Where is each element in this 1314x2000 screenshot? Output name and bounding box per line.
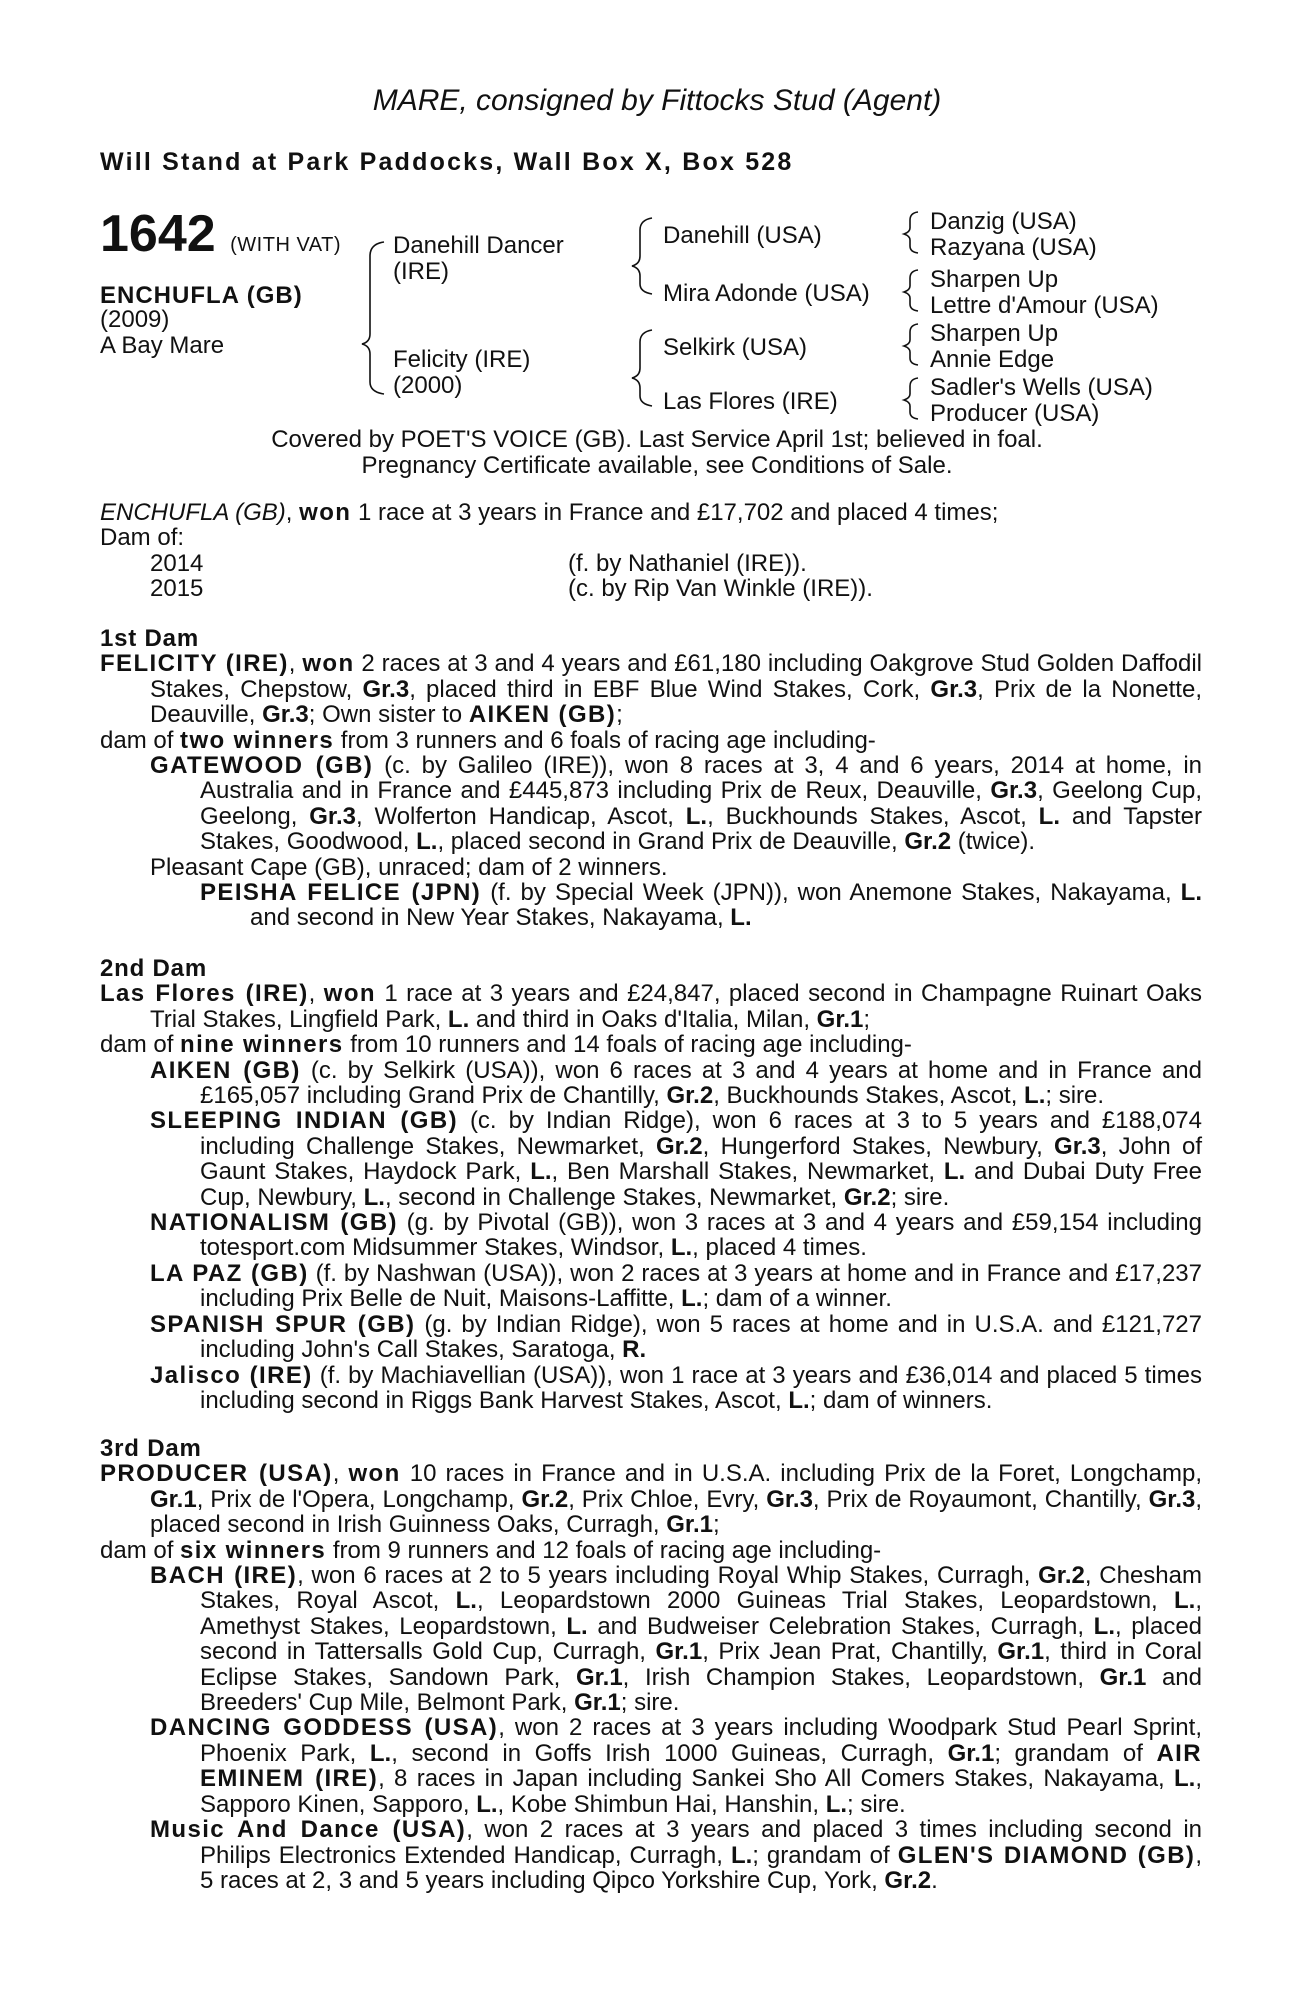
record-text: from 9 runners and 12 foals of racing age including- <box>326 1536 882 1564</box>
progeny-entry <box>100 1058 1202 1109</box>
grade-label: L. <box>788 1386 810 1414</box>
pedigree-g5: Sharpen Up <box>930 320 1059 347</box>
grade-label: L. <box>455 1587 477 1615</box>
grade-label: Gr.1 <box>666 1511 713 1539</box>
record-text: (g. by Pivotal (GB)), won 3 races at 3 and 4 years and £59,154 including totesport.com Midsummer Stakes, Windsor, <box>200 1209 1202 1262</box>
record-text: ; sire. <box>847 1790 906 1818</box>
third-dam-heading: 3rd Dam <box>100 1435 202 1462</box>
pedigree-sire-line2: (IRE) <box>393 258 449 285</box>
second-dam-progeny-summary <box>100 1032 1202 1057</box>
pedigree-brackets <box>0 0 1314 460</box>
progeny-name: DANCING GODDESS (USA) <box>150 1714 499 1742</box>
record-text: (c. by Indian Ridge), won 6 races at 3 to 5 years and £188,074 including Challenge Stakes, Newmarket, <box>200 1107 1202 1160</box>
record-text: , Leopardstown 2000 Guineas Trial Stakes, Leopardstown, <box>476 1587 1174 1615</box>
second-dam-heading: 2nd Dam <box>100 955 207 982</box>
produce-detail: (f. by Nathaniel (IRE)). <box>568 549 807 577</box>
progeny-entry <box>100 753 1202 855</box>
pedigree-g1: Danzig (USA) <box>930 208 1077 235</box>
grade-label: Gr.3 <box>1148 1485 1196 1513</box>
record-text: (twice). <box>951 828 1036 856</box>
grade-label: Gr.1 <box>816 1005 864 1033</box>
grandprogeny-entry <box>100 880 1202 931</box>
grade-label: Gr.3 <box>1054 1132 1101 1160</box>
record-text: (f. by Machiavellian (USA)), won 1 race at 3 years and £36,014 and placed 5 times including second in Riggs Bank Harvest Stakes, Ascot, <box>200 1361 1203 1414</box>
progeny-name: Jalisco (IRE) <box>150 1361 313 1389</box>
record-text: ; <box>712 1511 720 1539</box>
record-text: , won 2 races at 3 years including Woodpark Stud Pearl Sprint, Phoenix Park, <box>200 1714 1202 1767</box>
grade-label: L. <box>1038 802 1060 830</box>
record-text: , placed second in Irish Guinness Oaks, Curragh, <box>150 1485 1203 1539</box>
winners-count: six winners <box>180 1536 327 1564</box>
dam-of-label: Dam of: <box>100 524 185 552</box>
pedigree-g2: Razyana (USA) <box>930 234 1097 261</box>
horse-year: (2009) <box>100 306 170 333</box>
grade-label: L. <box>685 802 708 830</box>
grade-label: Gr.2 <box>1038 1562 1085 1590</box>
record-text: from 3 runners and 6 foals of racing age including- <box>334 726 876 754</box>
winners-count: two winners <box>180 726 335 754</box>
record-text: and Dubai Duty Free Cup, Newbury, <box>200 1158 1203 1211</box>
record-text: , Prix de Royaumont, Chantilly, <box>812 1485 1149 1513</box>
second-dam-section <box>100 956 1202 1413</box>
progeny-name: Music And Dance (USA) <box>150 1816 467 1844</box>
record-text: , placed 4 times. <box>692 1234 867 1262</box>
grandprogeny-name: GLEN'S DIAMOND (GB) <box>897 1841 1196 1869</box>
second-dam-record: Las Flores (IRE), won 1 race at 3 years and £24,847, placed second in Champagne Ruinart Oaks Trial Stakes, Lingfield Park, L. and third in Oaks d'Italia, Milan, Gr.1; <box>100 980 1203 1033</box>
progeny-name: LA PAZ (GB) <box>150 1259 309 1287</box>
record-text: , Prix Jean Prat, Chantilly, <box>702 1638 998 1666</box>
record-text: (c. by Selkirk (USA)), won 6 races at 3 and 4 years at home and in France and £165,057 including Grand Prix de Chantilly, <box>200 1056 1202 1110</box>
sibling-name: AIKEN (GB) <box>468 701 617 729</box>
record-text: , Amethyst Stakes, Leopardstown, <box>200 1587 1202 1640</box>
vat-note: (WITH VAT) <box>230 234 342 256</box>
won-label: won <box>302 650 355 678</box>
record-text: , Prix de l'Opera, Longchamp, <box>196 1485 522 1513</box>
record-text: , John of Gaunt Stakes, Haydock Park, <box>200 1132 1202 1186</box>
record-text: , placed second in Grand Prix de Deauville, <box>437 828 905 856</box>
produce-year: 2014 <box>150 549 204 577</box>
progeny-entry <box>100 855 1202 880</box>
record-text: (c. by Galileo (IRE)), won 8 races at 3, 4 and 6 years, 2014 at home, in Australia and in France and £445,873 including Prix de Reux, Deauville, <box>200 752 1203 805</box>
catalogue-title: MARE, consigned by Fittocks Stud (Agent) <box>372 84 942 117</box>
record-text: ; Own sister to <box>308 701 469 729</box>
pedigree-g7: Sadler's Wells (USA) <box>930 374 1153 401</box>
record-text: and Budweiser Celebration Stakes, Curragh, <box>587 1612 1094 1640</box>
third-dam-progeny-summary <box>100 1538 1202 1563</box>
progeny-name: PEISHA FELICE (JPN) <box>200 879 482 907</box>
pedigree-g3: Sharpen Up <box>930 266 1059 293</box>
produce-row <box>100 551 1202 576</box>
pedigree-dam-line2: (2000) <box>393 372 463 399</box>
record-text: dam of <box>100 1031 181 1059</box>
grade-label: L. <box>1174 1587 1196 1615</box>
grade-label: L. <box>730 904 752 932</box>
grade-label: Gr.1 <box>655 1638 703 1666</box>
mare-record-text: 1 race at 3 years in France and £17,702 and placed 4 times; <box>351 499 999 526</box>
record-text: ; <box>616 701 623 729</box>
progeny-entry <box>100 1312 1202 1363</box>
record-text: , won 6 races at 2 to 5 years including Royal Whip Stakes, Curragh, <box>297 1562 1039 1590</box>
record-text: and Breeders' Cup Mile, Belmont Park, <box>200 1663 1203 1717</box>
grade-label: L. <box>1174 1765 1196 1793</box>
record-text: , 5 races at 2, 3 and 5 years including Qipco Yorkshire Cup, York, <box>200 1841 1202 1894</box>
record-text: 10 races in France and in U.S.A. including Prix de la Foret, Longchamp, <box>400 1460 1202 1488</box>
pedigree-g6: Annie Edge <box>930 346 1055 373</box>
progeny-entry <box>100 1108 1202 1210</box>
record-text: , Ben Marshall Stakes, Newmarket, <box>551 1158 944 1186</box>
grade-label: L. <box>1180 879 1202 907</box>
pedigree-g4: Lettre d'Amour (USA) <box>930 292 1159 319</box>
pedigree-sire-dam: Mira Adonde (USA) <box>663 280 870 307</box>
progeny-name: SPANISH SPUR (GB) <box>150 1310 416 1338</box>
progeny-name: AIKEN (GB) <box>150 1056 301 1084</box>
record-text: from 10 runners and 14 foals of racing age including- <box>343 1031 912 1059</box>
grade-label: Gr.1 <box>575 1663 623 1691</box>
record-text: , Sapporo Kinen, Sapporo, <box>200 1765 1202 1818</box>
record-text: 2 races at 3 and 4 years and £61,180 including Oakgrove Stud Golden Daffodil Stakes, Chepstow, <box>150 650 1202 703</box>
record-text: ; grandam of <box>752 1841 898 1869</box>
pedigree-g8: Producer (USA) <box>930 400 1100 427</box>
third-dam-name: PRODUCER (USA) <box>100 1460 333 1488</box>
progeny-entry <box>100 1363 1202 1414</box>
grade-label: Gr.3 <box>930 675 978 703</box>
produce-row <box>100 576 1202 601</box>
stand-location: Will Stand at Park Paddocks, Wall Box X, Box 528 <box>100 148 794 176</box>
record-text: ; <box>863 1005 871 1033</box>
horse-name: ENCHUFLA (GB) <box>100 282 303 309</box>
record-text: , second in Goffs Irish 1000 Guineas, Curragh, <box>391 1739 948 1767</box>
record-text: , third in Coral Eclipse Stakes, Sandown Park, <box>200 1638 1203 1691</box>
pedigree-dam-sire: Selkirk (USA) <box>663 334 808 361</box>
grade-label: Gr.1 <box>947 1739 995 1767</box>
mare-name: ENCHUFLA (GB) <box>100 499 286 526</box>
winners-count: nine winners <box>180 1031 344 1059</box>
mare-summary <box>100 500 1202 602</box>
pedigree-sire-sire: Danehill (USA) <box>663 222 822 249</box>
mare-race-record: ENCHUFLA (GB), won 1 race at 3 years in France and £17,702 and placed 4 times; <box>100 499 999 526</box>
record-text: , Hungerford Stakes, Newbury, <box>702 1132 1055 1160</box>
record-text: (g. by Indian Ridge), won 5 races at home and in U.S.A. and £121,727 including John's Call Stakes, Saratoga, <box>200 1310 1203 1364</box>
record-text: 1 race at 3 years and £24,847, placed second in Champagne Ruinart Oaks Trial Stakes, Lingfield Park, <box>150 980 1203 1033</box>
progeny-name: BACH (IRE) <box>150 1562 298 1590</box>
record-text: , Geelong Cup, Geelong, <box>200 777 1202 830</box>
grade-label: L. <box>730 1841 753 1869</box>
record-text: dam of <box>100 1536 181 1564</box>
record-text: and second in New Year Stakes, Nakayama, <box>250 904 731 932</box>
grade-label: L. <box>825 1790 848 1818</box>
pedigree-dam-line1: Felicity (IRE) <box>393 346 531 373</box>
pedigree-sire-line1: Danehill Dancer <box>393 232 564 259</box>
grade-label: L. <box>670 1234 693 1262</box>
grade-label: L. <box>416 828 438 856</box>
produce-year: 2015 <box>150 575 204 603</box>
grade-label: L. <box>1093 1612 1115 1640</box>
grade-label: Gr.1 <box>574 1689 621 1717</box>
record-text: , Irish Champion Stakes, Leopardstown, <box>622 1663 1100 1691</box>
grade-label: L. <box>530 1158 552 1186</box>
grade-label: L. <box>363 1183 385 1211</box>
grandprogeny-name: AIR EMINEM (IRE) <box>200 1739 1202 1793</box>
progeny-entry <box>100 1817 1202 1893</box>
grade-label: Gr.3 <box>309 802 356 830</box>
produce-detail: (c. by Rip Van Winkle (IRE)). <box>568 575 873 603</box>
progeny-entry <box>100 1563 1202 1715</box>
grade-label: R. <box>622 1336 647 1364</box>
first-dam-section <box>100 626 1202 931</box>
first-dam-name: FELICITY (IRE) <box>100 650 289 678</box>
grade-label: Gr.2 <box>843 1183 891 1211</box>
record-text: and third in Oaks d'Italia, Milan, <box>469 1005 817 1033</box>
grade-label: Gr.1 <box>150 1485 197 1513</box>
won-label: won <box>348 1460 401 1488</box>
record-text: , placed third in EBF Blue Wind Stakes, Cork, <box>409 675 931 703</box>
first-dam-record: FELICITY (IRE), won 2 races at 3 and 4 years and £61,180 including Oakgrove Stud Golden Daffodil Stakes, Chepstow, Gr.3, placed third in EBF Blue Wind Stakes, Cork, Gr.3, Prix de la Nonette, Deauville, Gr.3; Own sister to AIKEN (GB); <box>100 650 1202 729</box>
grade-label: L. <box>681 1285 703 1313</box>
horse-description: A Bay Mare <box>100 332 225 359</box>
grade-label: L. <box>447 1005 470 1033</box>
won-label: won <box>299 499 352 526</box>
grade-label: Gr.3 <box>990 777 1038 805</box>
record-text: ; sire. <box>1045 1082 1105 1110</box>
record-text: (f. by Special Week (JPN)), won Anemone Stakes, Nakayama, <box>481 879 1181 907</box>
record-text: and Tapster Stakes, Goodwood, <box>200 802 1202 856</box>
record-text: , Prix Chloe, Evry, <box>568 1485 767 1513</box>
won-label: won <box>323 980 376 1008</box>
grade-label: Gr.2 <box>655 1132 703 1160</box>
lot-number-value: 1642 <box>100 205 216 263</box>
grade-label: L. <box>1024 1082 1046 1110</box>
grade-label: L. <box>476 1790 498 1818</box>
record-text: , 8 races in Japan including Sankei Sho All Comers Stakes, Nakayama, <box>378 1765 1174 1793</box>
record-text: ; sire. <box>620 1689 680 1717</box>
progeny-entry <box>100 1261 1202 1312</box>
grade-label: L. <box>566 1612 588 1640</box>
record-text: ; grandam of <box>994 1739 1157 1767</box>
grade-label: Gr.2 <box>904 828 952 856</box>
record-text: . <box>931 1866 938 1894</box>
grade-label: Gr.3 <box>262 701 309 729</box>
progeny-entry <box>100 1210 1202 1261</box>
record-text: ; dam of a winner. <box>702 1285 892 1313</box>
record-text: ; sire. <box>890 1183 950 1211</box>
grade-label: Gr.3 <box>766 1485 813 1513</box>
grade-label: Gr.1 <box>997 1638 1045 1666</box>
grade-label: Gr.2 <box>666 1082 714 1110</box>
record-text: , placed second in Tattersalls Gold Cup, Curragh, <box>200 1612 1203 1666</box>
grade-label: Gr.2 <box>521 1485 569 1513</box>
second-dam-name: Las Flores (IRE) <box>100 980 309 1008</box>
grade-label: L. <box>943 1158 966 1186</box>
pregnancy-line: Pregnancy Certificate available, see Conditions of Sale. <box>361 452 953 479</box>
record-text: , won 2 races at 3 years and placed 3 times including second in Philips Electronics Extended Handicap, Curragh, <box>200 1816 1202 1869</box>
first-dam-progeny-summary <box>100 728 1202 753</box>
record-text: dam of <box>100 726 181 754</box>
record-text: (f. by Nashwan (USA)), won 2 races at 3 years at home and in France and £17,237 including Prix Belle de Nuit, Maisons-Laffitte, <box>200 1259 1202 1313</box>
record-text: , Chesham Stakes, Royal Ascot, <box>200 1562 1202 1615</box>
grade-label: Gr.2 <box>884 1866 932 1894</box>
third-dam-section <box>100 1436 1202 1893</box>
third-dam-record: PRODUCER (USA), won 10 races in France and in U.S.A. including Prix de la Foret, Longchamp, Gr.1, Prix de l'Opera, Longchamp, Gr.2, Prix Chloe, Evry, Gr.3, Prix de Royaumont, Chantilly, Gr.3, placed second in Irish Guinness Oaks, Curragh, Gr.1; <box>100 1460 1203 1539</box>
progeny-name: GATEWOOD (GB) <box>150 752 374 780</box>
pedigree-dam-dam: Las Flores (IRE) <box>663 388 838 415</box>
progeny-text: Pleasant Cape (GB), unraced; dam of 2 winners. <box>150 853 668 881</box>
grade-label: Gr.3 <box>362 675 410 703</box>
record-text: , Kobe Shimbun Hai, Hanshin, <box>497 1790 826 1818</box>
first-dam-heading: 1st Dam <box>100 625 199 652</box>
covered-line: Covered by POET'S VOICE (GB). Last Service April 1st; believed in foal. <box>271 426 1043 453</box>
record-text: , Buckhounds Stakes, Ascot, <box>707 802 1039 830</box>
record-text: , Wolferton Handicap, Ascot, <box>355 802 686 830</box>
progeny-name: SLEEPING INDIAN (GB) <box>150 1107 458 1135</box>
record-text: ; dam of winners. <box>809 1386 993 1414</box>
grade-label: Gr.1 <box>1099 1663 1147 1691</box>
record-text: , second in Challenge Stakes, Newmarket, <box>384 1183 844 1211</box>
record-text: , Buckhounds Stakes, Ascot, <box>713 1082 1025 1110</box>
record-text: , Prix de la Nonette, Deauville, <box>150 675 1202 729</box>
progeny-entry <box>100 1715 1202 1817</box>
progeny-name: NATIONALISM (GB) <box>150 1209 398 1237</box>
grade-label: L. <box>369 1739 392 1767</box>
